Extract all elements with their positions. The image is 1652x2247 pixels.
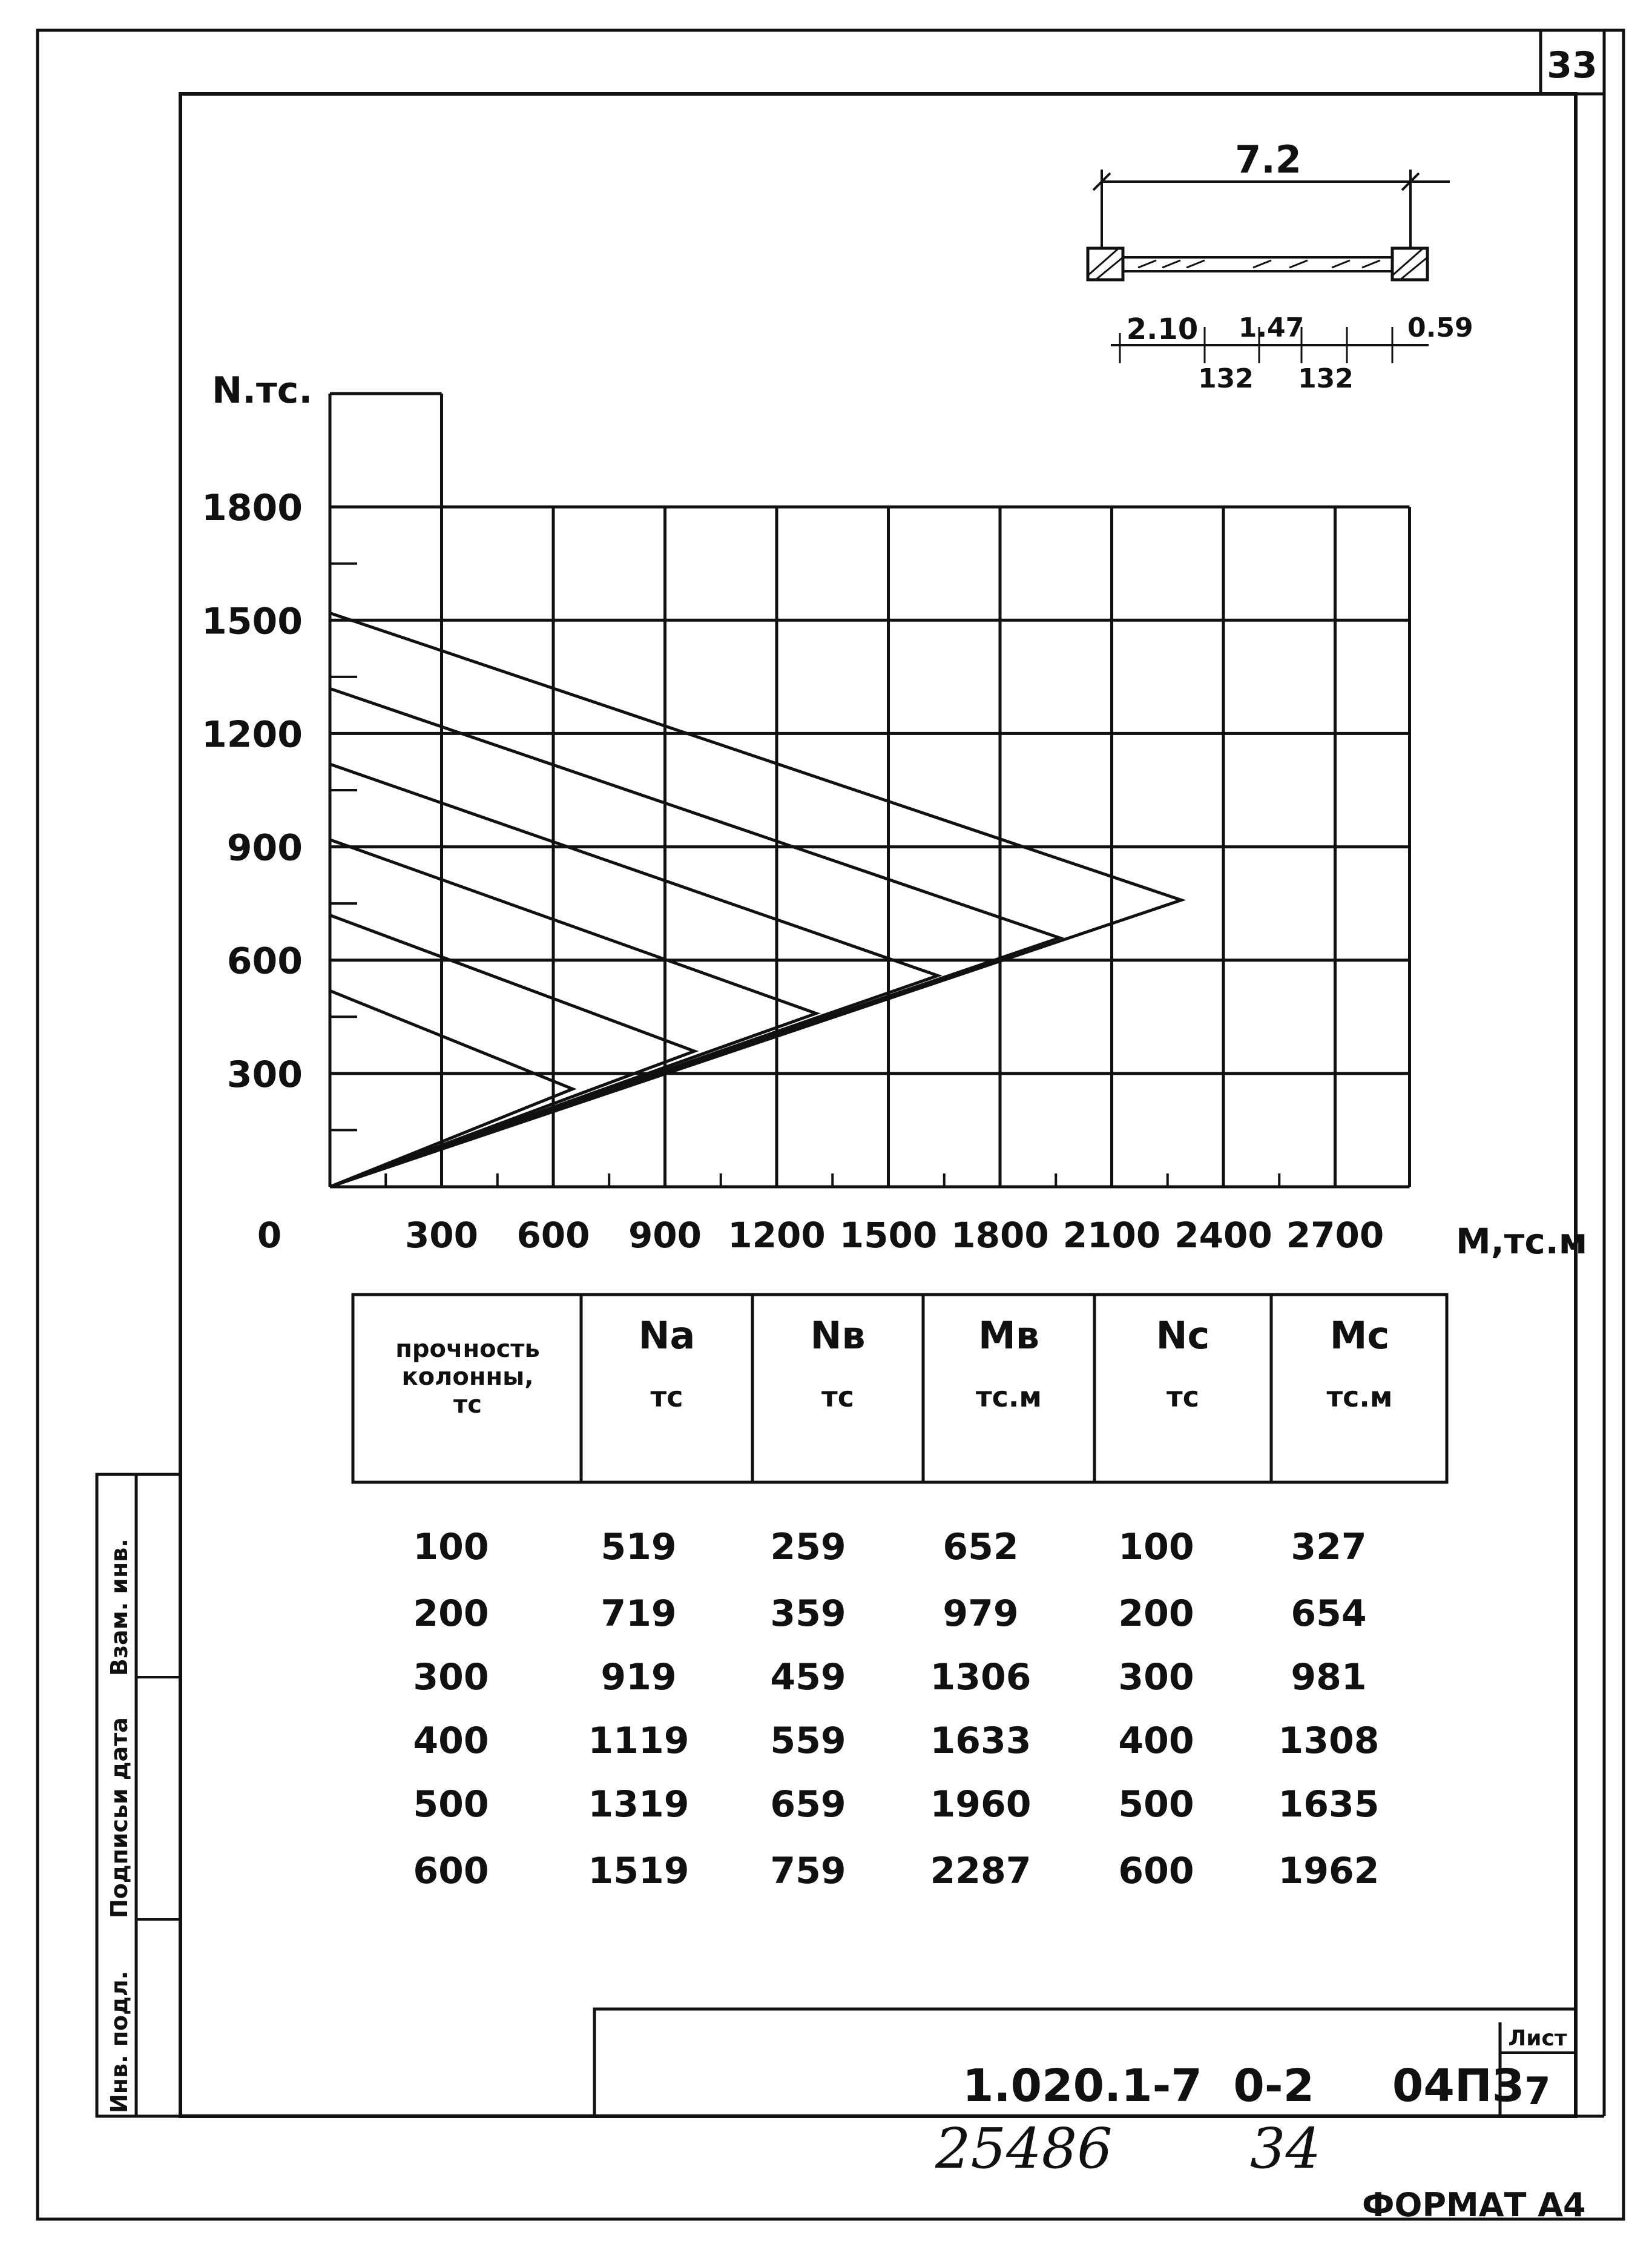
x-tick-label: 1500 — [839, 1215, 938, 1256]
table-cell: 659 — [770, 1783, 846, 1826]
table-cell: 1633 — [930, 1720, 1032, 1762]
header-nc — [1097, 1314, 1268, 1413]
title-block — [594, 2009, 1576, 2116]
table-cell: 1119 — [588, 1720, 689, 1762]
interaction-diagram — [202, 369, 1587, 1262]
chart-series — [330, 613, 1182, 1187]
x-tick-label: 0 — [257, 1215, 282, 1256]
series-line — [330, 915, 694, 1187]
chart-grid — [330, 394, 1410, 1187]
series-line — [330, 991, 573, 1187]
y-tick-label: 1500 — [202, 600, 303, 643]
table-cell: 559 — [770, 1720, 846, 1762]
table-cell: 1962 — [1278, 1850, 1380, 1892]
header-nb-symbol: Nв — [810, 1313, 866, 1358]
table-cell: 1635 — [1278, 1783, 1380, 1826]
stamp-inv-podl: Инв. подл. — [106, 1970, 133, 2113]
header-nb-unit: тс — [821, 1381, 854, 1414]
header-na-symbol: Nа — [638, 1313, 696, 1358]
table-cell: 1519 — [588, 1850, 689, 1892]
x-axis-label: M,тс.м — [1456, 1221, 1588, 1262]
x-tick-label: 2400 — [1174, 1215, 1272, 1256]
table-cell: 2287 — [930, 1850, 1032, 1892]
header-mb-unit: тс.м — [975, 1381, 1042, 1414]
x-tick-label: 2100 — [1062, 1215, 1161, 1256]
table-cell: 919 — [601, 1656, 677, 1698]
y-tick-label: 600 — [226, 940, 303, 983]
header-mc — [1274, 1314, 1445, 1413]
table-cell: 400 — [413, 1720, 489, 1762]
header-strength-top: прочность колонны, — [395, 1335, 540, 1391]
dim-label: 0.59 — [1407, 312, 1473, 343]
dim-label: 1.47 — [1238, 312, 1305, 343]
x-tick-label: 900 — [628, 1215, 702, 1256]
header-na — [584, 1314, 749, 1413]
header-nc-unit: тс — [1167, 1381, 1199, 1414]
table-cell: 654 — [1291, 1592, 1367, 1635]
table-cell: 1308 — [1278, 1720, 1380, 1762]
table-cell: 1306 — [930, 1656, 1032, 1698]
handwritten-page: 34 — [1250, 2116, 1321, 2181]
table-cell: 300 — [413, 1656, 489, 1698]
table-cell: 981 — [1291, 1656, 1367, 1698]
series-line — [330, 688, 1059, 1187]
sheet-label: Лист — [1508, 2026, 1567, 2051]
dim-label: 2.10 — [1126, 312, 1199, 346]
y-tick-label: 1200 — [202, 713, 303, 756]
x-tick-label: 300 — [404, 1215, 479, 1256]
table-cell: 100 — [1118, 1526, 1194, 1568]
table-cell: 759 — [770, 1850, 846, 1892]
format-label: ФОРМАТ А4 — [1362, 2186, 1586, 2224]
table-cell: 327 — [1291, 1526, 1367, 1568]
table-cell: 1319 — [588, 1783, 689, 1826]
chart-axes — [330, 394, 1410, 1187]
header-na-unit: тс — [650, 1381, 683, 1414]
table-cell: 500 — [413, 1783, 489, 1826]
cross-section-scheme — [1088, 137, 1473, 394]
y-tick-label: 300 — [226, 1053, 303, 1096]
sheet-number: 7 — [1524, 2069, 1551, 2113]
table-cell: 600 — [413, 1850, 489, 1892]
series-line — [330, 840, 816, 1187]
header-nb — [755, 1314, 920, 1413]
table-cell: 500 — [1118, 1783, 1194, 1826]
table-cell: 1960 — [930, 1783, 1032, 1826]
table-cell: 719 — [601, 1592, 677, 1635]
handwritten-number: 25486 — [935, 2116, 1113, 2181]
sheet-number-top: 33 — [1547, 44, 1598, 87]
table-cell: 300 — [1118, 1656, 1194, 1698]
table-cell: 979 — [943, 1592, 1019, 1635]
dim-label: 132 — [1198, 363, 1254, 394]
series-line — [330, 764, 938, 1187]
table-cell: 459 — [770, 1656, 846, 1698]
header-strength-unit: тс — [453, 1391, 482, 1419]
table-cell: 100 — [413, 1526, 489, 1568]
x-tick-label: 1200 — [728, 1215, 826, 1256]
header-mc-unit: тс.м — [1326, 1381, 1393, 1414]
table-cell: 200 — [1118, 1592, 1194, 1635]
span-label: 7.2 — [1235, 137, 1302, 182]
header-mb-symbol: Мв — [978, 1313, 1039, 1358]
table-cell: 200 — [413, 1592, 489, 1635]
x-tick-label: 2700 — [1286, 1215, 1384, 1256]
dim-label: 132 — [1298, 363, 1354, 394]
table-cell: 600 — [1118, 1850, 1194, 1892]
header-mc-symbol: Мс — [1329, 1313, 1390, 1358]
x-tick-label: 1800 — [951, 1215, 1049, 1256]
table-cell: 519 — [601, 1526, 677, 1568]
stamp-vzam-inv: Взам. инв. — [106, 1539, 133, 1676]
y-axis-label: N.тс. — [212, 369, 313, 412]
header-strength — [357, 1335, 578, 1419]
y-tick-label: 1800 — [202, 487, 303, 530]
stamp-signature-date: Подписьи дата — [106, 1717, 133, 1918]
header-nc-symbol: Nс — [1156, 1313, 1210, 1358]
series-line — [330, 613, 1182, 1187]
drawing-code: 1.020.1-7 0-2 04ПЗ — [963, 2060, 1524, 2112]
table-cell: 400 — [1118, 1720, 1194, 1762]
x-tick-label: 600 — [516, 1215, 590, 1256]
table-cell: 359 — [770, 1592, 846, 1635]
table-cell: 259 — [770, 1526, 846, 1568]
header-mb — [926, 1314, 1091, 1413]
chart-tick-labels — [202, 487, 1384, 1256]
table-cell: 652 — [943, 1526, 1019, 1568]
y-tick-label: 900 — [226, 827, 303, 869]
